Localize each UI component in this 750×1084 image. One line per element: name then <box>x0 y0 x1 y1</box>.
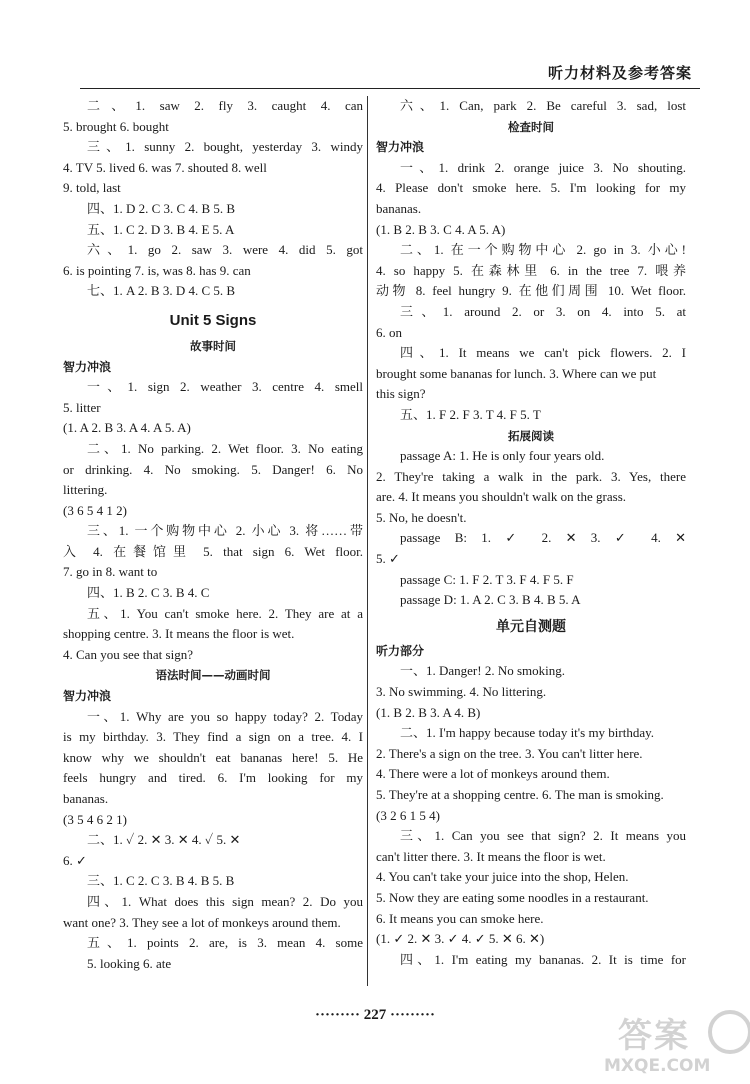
answer-line: feels hungry and tired. 6. I'm looking for my <box>63 770 363 786</box>
answer-line: is my birthday. 3. They find a sign on a tree. 4. I <box>63 729 363 745</box>
watermark-text: 答案 <box>618 1016 690 1056</box>
answer-line: 9. told, last <box>63 180 121 196</box>
answer-line: 5. Now they are eating some noodles in a restaurant. <box>376 889 649 905</box>
answer-line: or drinking. 4. No smoking. 5. Danger! 6. No <box>63 461 363 477</box>
answer-line: passage D: 1. A 2. C 3. B 4. B 5. A <box>400 592 581 608</box>
answer-line: 一、1. Danger! 2. No smoking. <box>400 663 566 679</box>
watermark-circle-icon <box>708 1010 750 1054</box>
answer-line: (3 5 4 6 2 1) <box>63 811 127 827</box>
answer-line: shopping centre. 3. It means the floor is wet. <box>63 626 295 642</box>
answer-line: (3 6 5 4 1 2) <box>63 502 127 518</box>
answer-line: 四、1. What does this sign mean? 2. Do you <box>87 893 363 909</box>
answer-line: 2. They're taking a walk in the park. 3. Yes, there <box>376 468 686 484</box>
answer-line: passage C: 1. F 2. T 3. F 4. F 5. F <box>400 571 574 587</box>
answer-line: 4. There were a lot of monkeys around them. <box>376 766 610 782</box>
answer-line: 四、1. I'm eating my bananas. 2. It is time for <box>400 951 686 967</box>
answer-line: 五、1. points 2. are, is 3. mean 4. some <box>87 935 363 951</box>
answer-line: 3. No swimming. 4. No littering. <box>376 684 547 700</box>
answer-line: 语法时间——动画时间 <box>155 668 271 683</box>
answer-line: 四、1. It means we can't pick flowers. 2. I <box>400 345 686 361</box>
answer-line: 三、1. C 2. C 3. B 4. B 5. B <box>87 873 235 889</box>
answer-line: 五、1. You can't smoke here. 2. They are at a <box>87 605 363 621</box>
answer-line: passage A: 1. He is only four years old. <box>400 448 605 464</box>
left-column <box>63 96 363 974</box>
answer-line: 四、1. B 2. C 3. B 4. C <box>87 585 210 601</box>
answer-line: 六、1. go 2. saw 3. were 4. did 5. got <box>87 242 363 258</box>
answer-line: 一、1. Why are you so happy today? 2. Today <box>87 708 363 724</box>
answer-line: 智力冲浪 <box>376 140 425 155</box>
answer-line: know why we shouldn't eat bananas here! 5. He <box>63 749 363 765</box>
answer-line: 6. It means you can smoke here. <box>376 910 544 926</box>
answer-line: passage B: 1. ✓ 2. ✕ 3. ✓ 4. ✕ <box>400 530 686 546</box>
answer-line: 二、1. No parking. 2. Wet floor. 3. No eating <box>87 440 363 456</box>
answer-line: 二、1. saw 2. fly 3. caught 4. can <box>87 98 363 113</box>
watermark-logo <box>600 1000 750 1084</box>
answer-line: 故事时间 <box>190 338 236 353</box>
answer-line: can't litter there. 3. It means the floor is wet. <box>376 848 606 864</box>
answer-line: (1. A 2. B 3. A 4. A 5. A) <box>63 420 191 436</box>
header-rule <box>80 88 700 89</box>
answer-line: (3 2 6 1 5 4) <box>376 807 440 823</box>
page-number-dots-right: ········· <box>390 1007 436 1023</box>
answer-line: 三、1. Can you see that sign? 2. It means you <box>400 828 686 844</box>
answer-line: bananas. <box>376 200 422 216</box>
answer-line: 4. You can't take your juice into the shop, Helen. <box>376 869 629 885</box>
answer-line: 三、1. sunny 2. bought, yesterday 3. windy <box>87 139 363 155</box>
answer-line: 5. They're at a shopping centre. 6. The man is smoking. <box>376 787 664 802</box>
answer-line: 听力部分 <box>376 643 425 658</box>
answer-line: 六、1. Can, park 2. Be careful 3. sad, lost <box>400 98 686 113</box>
answer-line: brought some bananas for lunch. 3. Where can we put <box>376 365 657 381</box>
answer-line: 一、1. drink 2. orange juice 3. No shouting. <box>400 159 686 175</box>
answer-line: 5. looking 6. ate <box>87 955 172 971</box>
answer-line: 三、1. around 2. or 3. on 4. into 5. at <box>400 303 686 319</box>
right-column <box>376 96 686 970</box>
answer-line: 五、1. C 2. D 3. B 4. E 5. A <box>87 221 235 237</box>
answer-line: 4. Please don't smoke here. 5. I'm looking for my <box>376 180 686 196</box>
answer-line: 四、1. D 2. C 3. C 4. B 5. B <box>87 200 236 216</box>
answer-line: 5. brought 6. bought <box>63 118 169 134</box>
answer-line: 5. No, he doesn't. <box>376 509 467 525</box>
answer-line: littering. <box>63 482 108 498</box>
answer-line: (1. B 2. B 3. A 4. B) <box>376 704 481 720</box>
answer-line: 4. TV 5. lived 6. was 7. shouted 8. well <box>63 159 267 175</box>
answer-line: 五、1. F 2. F 3. T 4. F 5. T <box>400 406 541 422</box>
answer-line: (1. B 2. B 3. C 4. A 5. A) <box>376 221 506 237</box>
answer-line: 检查时间 <box>508 119 554 134</box>
answer-line: 入 4. 在餐馆里 5. that sign 6. Wet floor. <box>63 543 363 559</box>
answer-line: 二、1. I'm happy because today it's my birthday. <box>400 725 655 741</box>
answer-line: (1. ✓ 2. ✕ 3. ✓ 4. ✓ 5. ✕ 6. ✕) <box>376 931 545 947</box>
answer-line: 二、1. ✓ 2. ✕ 3. ✕ 4. ✓ 5. ✕ <box>87 832 241 848</box>
answer-line: 4. so happy 5. 在森林里 6. in the tree 7. 喂养 <box>376 262 686 278</box>
answer-line: 七、1. A 2. B 3. D 4. C 5. B <box>87 283 236 299</box>
column-divider <box>367 96 368 986</box>
answer-line: this sign? <box>376 386 426 402</box>
answer-line: 单元自测题 <box>496 618 566 635</box>
answer-line: 6. is pointing 7. is, was 8. has 9. can <box>63 262 251 278</box>
answer-line: 智力冲浪 <box>63 359 112 374</box>
answer-line: 7. go in 8. want to <box>63 564 158 580</box>
page-header-title: 听力材料及参考答案 <box>547 64 692 82</box>
answer-line: 拓展阅读 <box>508 428 554 443</box>
answer-line: are. 4. It means you shouldn't walk on the grass. <box>376 489 627 505</box>
watermark-domain: MXQE.COM <box>604 1056 711 1076</box>
answer-line: 智力冲浪 <box>63 689 112 704</box>
answer-line: bananas. <box>63 791 109 806</box>
answer-line: 6. ✓ <box>63 852 87 868</box>
answer-line: 4. Can you see that sign? <box>63 646 193 662</box>
answer-line: 2. There's a sign on the tree. 3. You can't litter here. <box>376 745 643 761</box>
page-number-dots-left: ········· <box>314 1007 360 1023</box>
answer-line: 三、1. 一个购物中心 2. 小心 3. 将……带 <box>87 523 363 539</box>
answer-line: 5. ✓ <box>376 551 400 567</box>
answer-line: Unit 5 Signs <box>169 311 257 329</box>
answer-line: want one? 3. They see a lot of monkeys around them. <box>63 914 341 930</box>
answer-line: 动物 8. feel hungry 9. 在他们周围 10. Wet floor. <box>376 283 686 299</box>
answer-line: 6. on <box>376 324 402 340</box>
answer-line: 5. litter <box>63 399 101 415</box>
answer-line: 一、1. sign 2. weather 3. centre 4. smell <box>87 379 363 395</box>
answer-line: 二、1. 在一个购物中心 2. go in 3. 小心! <box>400 242 686 258</box>
page-number-value: 227 <box>363 1007 387 1023</box>
